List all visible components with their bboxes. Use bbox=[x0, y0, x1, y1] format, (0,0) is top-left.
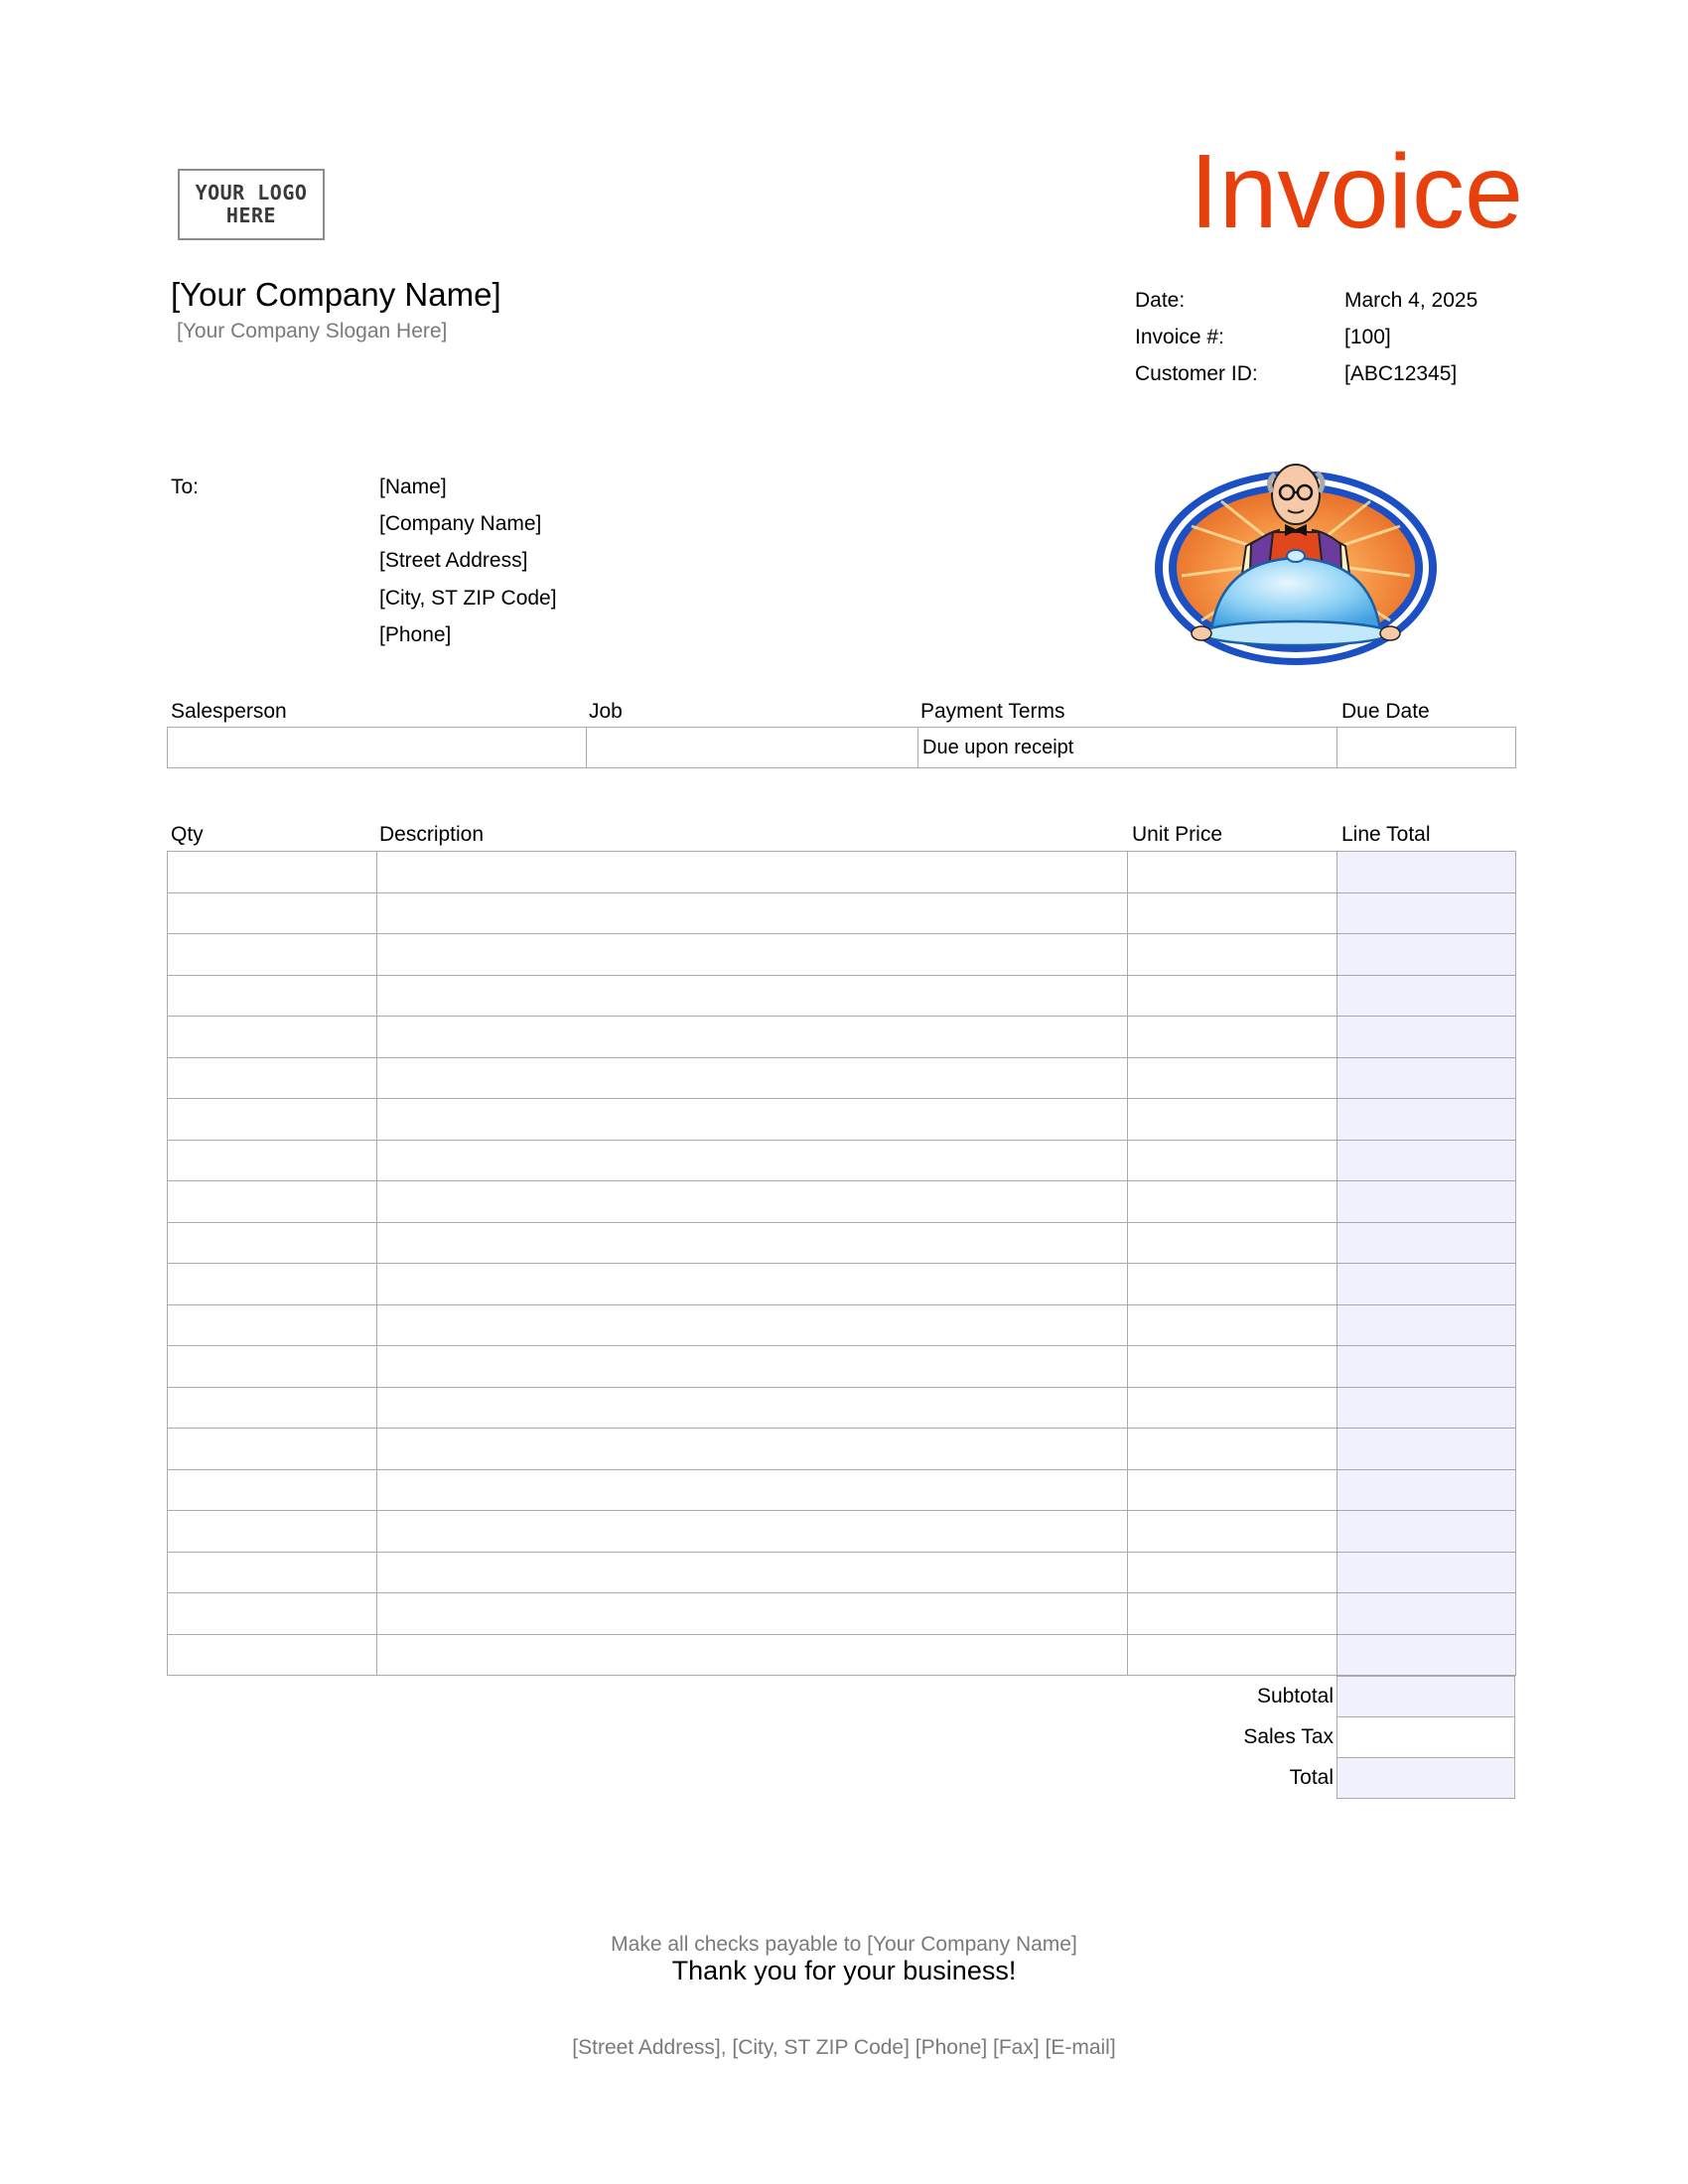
terms-table bbox=[167, 727, 1516, 768]
qty-cell[interactable] bbox=[168, 1140, 377, 1181]
table-row bbox=[168, 1017, 1516, 1058]
line-total-cell[interactable] bbox=[1337, 1634, 1516, 1676]
description-cell[interactable] bbox=[377, 1099, 1128, 1141]
description-cell[interactable] bbox=[377, 1222, 1128, 1264]
to-company: [Company Name] bbox=[379, 512, 542, 535]
unit-price-cell[interactable] bbox=[1128, 1264, 1337, 1305]
job-cell[interactable] bbox=[587, 728, 918, 768]
unit-price-cell[interactable] bbox=[1128, 1099, 1337, 1141]
unit-price-cell[interactable] bbox=[1128, 1469, 1337, 1511]
thank-you-message: Thank you for your business! bbox=[671, 1956, 1017, 1985]
description-cell[interactable] bbox=[377, 975, 1128, 1017]
checks-payable-note: Make all checks payable to [Your Company Name] bbox=[611, 1933, 1077, 1956]
to-street: [Street Address] bbox=[379, 549, 528, 572]
table-row bbox=[168, 1552, 1516, 1593]
line-total-cell[interactable] bbox=[1337, 1181, 1516, 1223]
qty-cell[interactable] bbox=[168, 1099, 377, 1141]
unit-price-cell[interactable] bbox=[1128, 1057, 1337, 1099]
subtotal-cell[interactable] bbox=[1337, 1677, 1515, 1717]
to-phone: [Phone] bbox=[379, 623, 452, 646]
line-total-cell[interactable] bbox=[1337, 1057, 1516, 1099]
invoice-number-value: [100] bbox=[1344, 326, 1391, 348]
unit-price-cell[interactable] bbox=[1128, 1429, 1337, 1470]
salesperson-header: Salesperson bbox=[171, 700, 287, 723]
unit-price-cell[interactable] bbox=[1128, 892, 1337, 934]
table-row bbox=[168, 1387, 1516, 1429]
table-row bbox=[168, 1140, 1516, 1181]
line-total-cell[interactable] bbox=[1337, 1387, 1516, 1429]
line-total-cell[interactable] bbox=[1337, 1264, 1516, 1305]
line-total-cell[interactable] bbox=[1337, 1017, 1516, 1058]
subtotal-label: Subtotal bbox=[1256, 1685, 1334, 1707]
unit-price-cell[interactable] bbox=[1128, 1346, 1337, 1388]
description-cell[interactable] bbox=[377, 1552, 1128, 1593]
line-total-cell[interactable] bbox=[1337, 892, 1516, 934]
unit-price-cell[interactable] bbox=[1128, 1140, 1337, 1181]
line-total-cell[interactable] bbox=[1337, 975, 1516, 1017]
description-cell[interactable] bbox=[377, 1181, 1128, 1223]
description-cell[interactable] bbox=[377, 1346, 1128, 1388]
table-row bbox=[168, 1511, 1516, 1553]
table-row bbox=[168, 1304, 1516, 1346]
line-total-cell[interactable] bbox=[1337, 1511, 1516, 1553]
description-cell[interactable] bbox=[377, 852, 1128, 893]
unit-price-cell[interactable] bbox=[1128, 852, 1337, 893]
table-row bbox=[168, 1181, 1516, 1223]
line-total-cell[interactable] bbox=[1337, 1222, 1516, 1264]
total-cell[interactable] bbox=[1337, 1758, 1515, 1799]
unit-price-cell[interactable] bbox=[1128, 975, 1337, 1017]
to-name: [Name] bbox=[379, 476, 447, 498]
description-cell[interactable] bbox=[377, 1593, 1128, 1635]
description-cell[interactable] bbox=[377, 1511, 1128, 1553]
qty-cell[interactable] bbox=[168, 975, 377, 1017]
description-cell[interactable] bbox=[377, 1387, 1128, 1429]
line-total-cell[interactable] bbox=[1337, 1304, 1516, 1346]
table-row bbox=[168, 1099, 1516, 1141]
customer-id-value: [ABC12345] bbox=[1344, 362, 1458, 385]
line-total-cell[interactable] bbox=[1337, 852, 1516, 893]
date-value: March 4, 2025 bbox=[1344, 289, 1478, 312]
description-cell[interactable] bbox=[377, 934, 1128, 976]
qty-cell[interactable] bbox=[168, 1304, 377, 1346]
line-total-cell[interactable] bbox=[1337, 1346, 1516, 1388]
company-name: [Your Company Name] bbox=[171, 276, 501, 313]
qty-cell[interactable] bbox=[168, 1222, 377, 1264]
customer-id-label: Customer ID: bbox=[1135, 362, 1258, 385]
line-items-table bbox=[167, 851, 1516, 1676]
company-logo bbox=[178, 169, 325, 240]
description-cell[interactable] bbox=[377, 1634, 1128, 1676]
description-cell[interactable] bbox=[377, 1429, 1128, 1470]
table-row bbox=[168, 934, 1516, 976]
description-cell[interactable] bbox=[377, 1017, 1128, 1058]
unit-price-cell[interactable] bbox=[1128, 1222, 1337, 1264]
qty-cell[interactable] bbox=[168, 1429, 377, 1470]
qty-cell[interactable] bbox=[168, 1552, 377, 1593]
table-row bbox=[168, 852, 1516, 893]
qty-cell[interactable] bbox=[168, 1511, 377, 1553]
table-row bbox=[168, 1429, 1516, 1470]
qty-cell[interactable] bbox=[168, 852, 377, 893]
table-row bbox=[168, 1593, 1516, 1635]
description-cell[interactable] bbox=[377, 892, 1128, 934]
qty-cell[interactable] bbox=[168, 1181, 377, 1223]
table-row bbox=[168, 1469, 1516, 1511]
unit-price-cell[interactable] bbox=[1128, 1017, 1337, 1058]
line-total-cell[interactable] bbox=[1337, 1469, 1516, 1511]
qty-cell[interactable] bbox=[168, 1634, 377, 1676]
company-address-footer: [Street Address], [City, ST ZIP Code] [Phone] [Fax] [E-mail] bbox=[572, 2036, 1116, 2059]
unit-price-cell[interactable] bbox=[1128, 1511, 1337, 1553]
qty-cell[interactable] bbox=[168, 934, 377, 976]
payment-terms-header: Payment Terms bbox=[920, 700, 1065, 723]
qty-cell[interactable] bbox=[168, 1346, 377, 1388]
table-row bbox=[168, 1634, 1516, 1676]
unit-price-cell[interactable] bbox=[1128, 1304, 1337, 1346]
table-row bbox=[168, 975, 1516, 1017]
line-total-cell[interactable] bbox=[1337, 1552, 1516, 1593]
unit-price-cell[interactable] bbox=[1128, 1634, 1337, 1676]
unit-price-cell[interactable] bbox=[1128, 1593, 1337, 1635]
job-header: Job bbox=[589, 700, 623, 723]
to-label: To: bbox=[171, 476, 200, 498]
total-label: Total bbox=[1289, 1766, 1334, 1789]
summary-table bbox=[1336, 1676, 1515, 1799]
description-cell[interactable] bbox=[377, 1304, 1128, 1346]
line-total-cell[interactable] bbox=[1337, 1099, 1516, 1141]
due-date-cell[interactable] bbox=[1337, 728, 1516, 768]
qty-cell[interactable] bbox=[168, 1264, 377, 1305]
line-total-cell[interactable] bbox=[1337, 1140, 1516, 1181]
salesperson-cell[interactable] bbox=[168, 728, 587, 768]
description-cell[interactable] bbox=[377, 1469, 1128, 1511]
sales-tax-label: Sales Tax bbox=[1243, 1725, 1334, 1748]
qty-cell[interactable] bbox=[168, 1387, 377, 1429]
table-row bbox=[168, 1264, 1516, 1305]
due-date-header: Due Date bbox=[1341, 700, 1430, 723]
unit-price-cell[interactable] bbox=[1128, 934, 1337, 976]
description-header: Description bbox=[379, 823, 485, 846]
unit-price-cell[interactable] bbox=[1128, 1387, 1337, 1429]
logo-text-line2: HERE bbox=[225, 204, 277, 227]
unit-price-header: Unit Price bbox=[1132, 823, 1223, 846]
description-cell[interactable] bbox=[377, 1264, 1128, 1305]
qty-cell[interactable] bbox=[168, 892, 377, 934]
qty-cell[interactable] bbox=[168, 1057, 377, 1099]
line-total-cell[interactable] bbox=[1337, 1429, 1516, 1470]
terms-row bbox=[168, 728, 1516, 768]
qty-cell[interactable] bbox=[168, 1017, 377, 1058]
date-label: Date: bbox=[1135, 289, 1186, 312]
unit-price-cell[interactable] bbox=[1128, 1181, 1337, 1223]
description-cell[interactable] bbox=[377, 1057, 1128, 1099]
sales-tax-cell[interactable] bbox=[1337, 1717, 1515, 1758]
qty-header: Qty bbox=[171, 823, 204, 846]
payment-terms-cell[interactable]: Due upon receipt bbox=[918, 728, 1337, 768]
qty-cell[interactable] bbox=[168, 1593, 377, 1635]
qty-cell[interactable] bbox=[168, 1469, 377, 1511]
table-row bbox=[168, 1346, 1516, 1388]
table-row bbox=[168, 1057, 1516, 1099]
waiter-serving-cloche-icon bbox=[1152, 447, 1440, 670]
company-slogan: [Your Company Slogan Here] bbox=[177, 320, 448, 342]
unit-price-cell[interactable] bbox=[1128, 1552, 1337, 1593]
table-row bbox=[168, 892, 1516, 934]
invoice-title: Invoice bbox=[1190, 133, 1523, 250]
line-total-cell[interactable] bbox=[1337, 1593, 1516, 1635]
description-cell[interactable] bbox=[377, 1140, 1128, 1181]
logo-text-line1: YOUR LOGO bbox=[195, 181, 308, 205]
line-total-header: Line Total bbox=[1341, 823, 1431, 846]
line-total-cell[interactable] bbox=[1337, 934, 1516, 976]
invoice-number-label: Invoice #: bbox=[1135, 326, 1224, 348]
table-row bbox=[168, 1222, 1516, 1264]
to-city: [City, ST ZIP Code] bbox=[379, 587, 557, 610]
